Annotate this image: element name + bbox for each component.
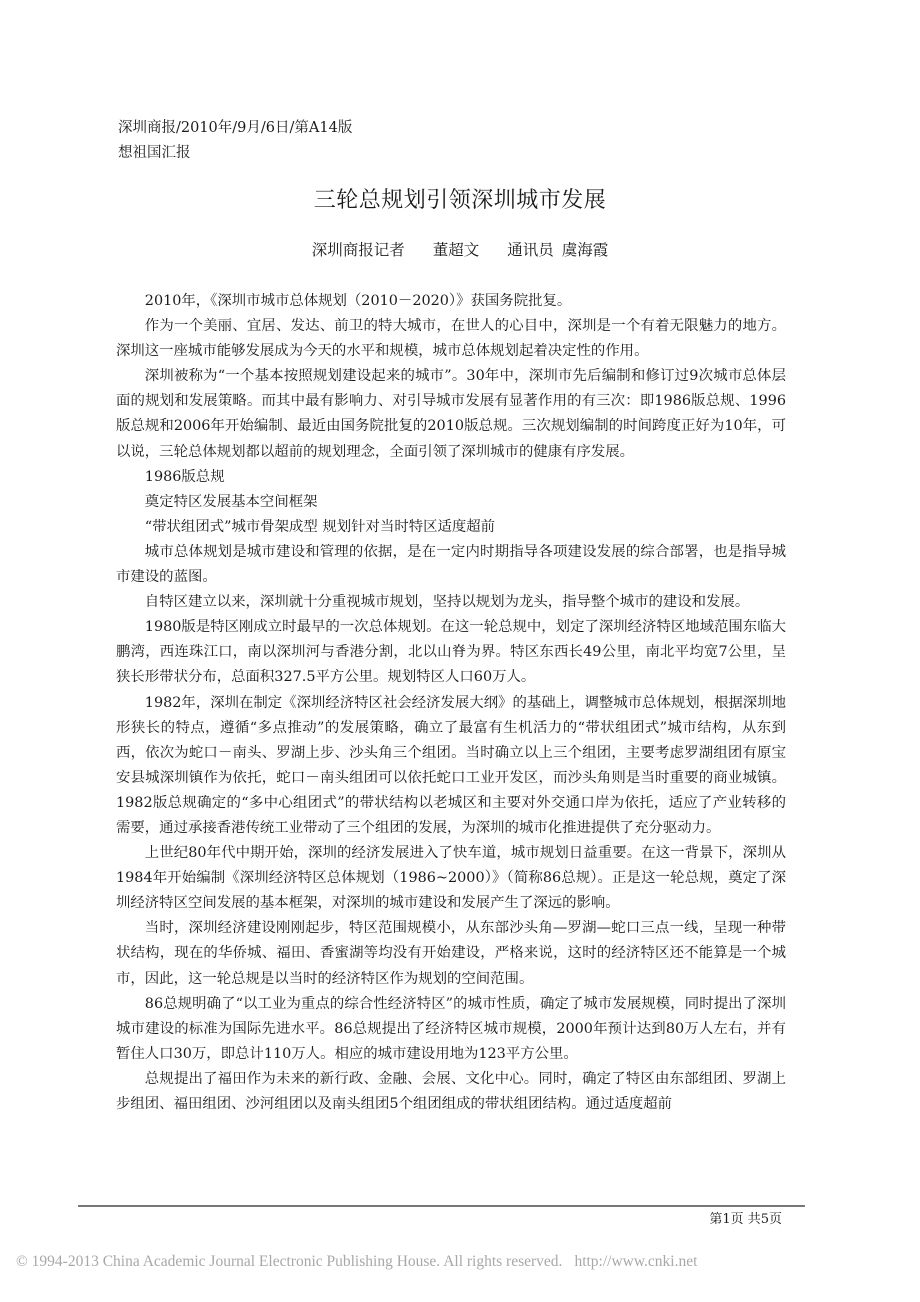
section-heading: 1986版总规 — [144, 468, 225, 485]
paragraph: 1980版是特区刚成立时最早的一次总体规划。在这一轮总规中，划定了深圳经济特区地域范围东临大鹏湾，西连珠江口，南以深圳河与香港分割，北以山脊为界。特区东西长49公里，南北平均宽7公里，呈狭长形带状分布，总面积327.5平方公里。规划特区人口60万人。 — [116, 619, 786, 686]
source-line: 深圳商报/2010年/9月/6日/第A14版 — [118, 120, 353, 136]
cnki-link[interactable]: http://www.cnki.net — [574, 1253, 698, 1270]
page-indicator: 第1页 共5页 — [709, 1212, 782, 1227]
paragraph: 2010年，《深圳市城市总体规划（2010－2020）》获国务院批复。 — [144, 293, 572, 309]
paragraph: 86总规明确了“以工业为重点的综合性经济特区”的城市性质，确定了城市发展规模，同时提出了深圳城市建设的标准为国际先进水平。86总规提出了经济特区城市规模，2000年预计达到80万人左右，并有暂住人口30万，即总计110万人。相应的城市建设用地为123平方公里。 — [116, 995, 786, 1062]
byline — [0, 238, 920, 260]
section-subheading: “带状组团式”城市骨架成型 规划针对当时特区适度超前 — [144, 518, 496, 535]
paragraph: 作为一个美丽、宜居、发达、前卫的特大城市，在世人的心目中，深圳是一个有着无限魅力的地方。深圳这一座城市能够发展成为今天的水平和规模，城市总体规划起着决定性的作用。 — [116, 318, 786, 360]
article-source — [118, 116, 352, 166]
footer-divider — [78, 1205, 805, 1207]
column-name: 想祖国汇报 — [118, 145, 191, 161]
paragraph: 上世纪80年代中期开始，深圳的经济发展进入了快车道，城市规划日益重要。在这一背景下，深圳从1984年开始编制《深圳经济特区总体规划（1986~2000）》（简称86总规）。正是这一轮总规，奠定了深圳经济特区空间发展的基本框架，对深圳的城市建设和发展产生了深远的影响。 — [116, 845, 786, 912]
paragraph: 当时，深圳经济建设刚刚起步，特区范围规模小，从东部沙头角—罗湖—蛇口三点一线，呈现一种带状结构，现在的华侨城、福田、香蜜湖等均没有开始建设，严格来说，这时的经济特区还不能算是一个城市，因此，这一轮总规是以当时的经济特区作为规划的空间范围。 — [116, 920, 786, 987]
paragraph: 自特区建立以来，深圳就十分重视城市规划，坚持以规划为龙头，指导整个城市的建设和发展。 — [144, 594, 750, 611]
correspondent-name: 虞海霞 — [561, 241, 609, 259]
paragraph: 总规提出了福田作为未来的新行政、金融、会展、文化中心。同时，确定了特区由东部组团、罗湖上步组团、福田组团、沙河组团以及南头组团5个组团组成的带状组团结构。通过适度超前 — [116, 1070, 786, 1112]
paragraph: 深圳被称为“一个基本按照规划建设起来的城市”。30年中，深圳市先后编制和修订过9次城市总体层面的规划和发展策略。而其中最有影响力、对引导城市发展有显著作用的有三次：即1986版总规、1996版总规和2006年开始编制、最近由国务院批复的2010版总规。三次规划编制的时间跨度正好为10年，可以说，三轮总体规划都以超前的规划理念，全面引领了深圳城市的健康有序发展。 — [116, 368, 786, 460]
section-subheading: 奠定特区发展基本空间框架 — [144, 493, 318, 510]
reporter-name: 董超文 — [432, 241, 480, 259]
reporter-label: 深圳商报记者 — [311, 241, 405, 259]
article-title: 三轮总规划引领深圳城市发展 — [313, 188, 607, 213]
correspondent-label: 通讯员 — [507, 241, 554, 259]
copyright-notice — [16, 1253, 697, 1271]
copyright-text: © 1994-2013 China Academic Journal Electronic Publishing House. All rights reserved. — [16, 1253, 563, 1270]
article-body — [116, 289, 786, 1117]
paragraph: 城市总体规划是城市建设和管理的依据，是在一定内时期指导各项建设发展的综合部署，也是指导城市建设的蓝图。 — [116, 543, 786, 586]
paragraph: 1982年，深圳在制定《深圳经济特区社会经济发展大纲》的基础上，调整城市总体规划，根据深圳地形狭长的特点，遵循“多点推动”的发展策略，确立了最富有生机活力的“带状组团式”城市结构，从东到西，依次为蛇口－南头、罗湖上步、沙头角三个组团。当时确立以上三个组团，主要考虑罗湖组团有原宝安县城深圳镇作为依托，蛇口－南头组团可以依托蛇口工业开发区，而沙头角则是当时重要的商业城镇。1982版总规确定的“多中心组团式”的带状结构以老城区和主要对外交通口岸为依托，适应了产业转移的需要，通过承接香港传统工业带动了三个组团的发展，为深圳的城市化推进提供了充分驱动力。 — [116, 694, 786, 836]
